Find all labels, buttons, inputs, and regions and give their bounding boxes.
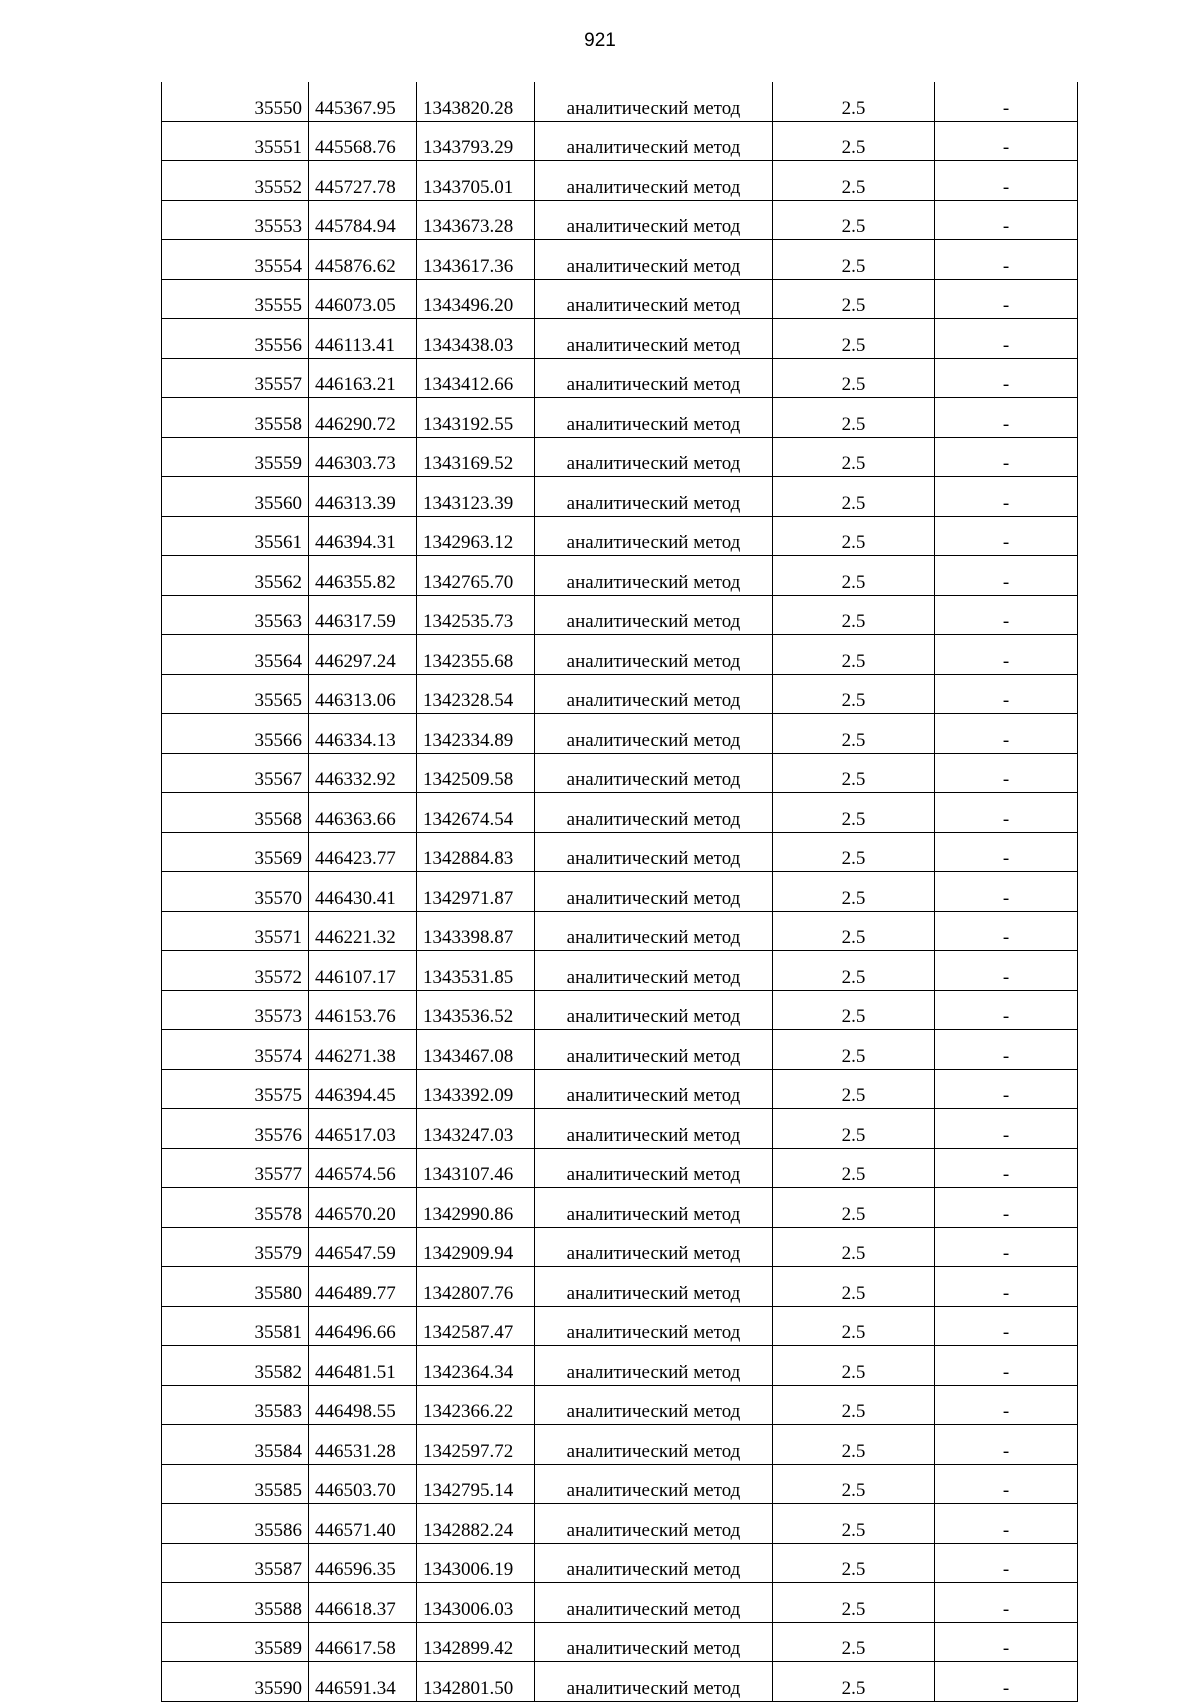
method-cell: аналитический метод — [535, 872, 773, 912]
y-coordinate-cell: 1343006.03 — [417, 1583, 535, 1623]
method-cell: аналитический метод — [535, 279, 773, 319]
table-row — [162, 1464, 1078, 1504]
point-number-cell: 35551 — [162, 121, 309, 161]
table-row — [162, 1306, 1078, 1346]
method-cell: аналитический метод — [535, 1227, 773, 1267]
method-cell: аналитический метод — [535, 714, 773, 754]
y-coordinate-cell: 1343705.01 — [417, 161, 535, 201]
point-number-cell: 35590 — [162, 1662, 309, 1702]
y-coordinate-cell: 1342765.70 — [417, 556, 535, 596]
x-coordinate-cell: 446332.92 — [309, 753, 417, 793]
method-cell: аналитический метод — [535, 635, 773, 675]
point-number-cell: 35589 — [162, 1622, 309, 1662]
y-coordinate-cell: 1342882.24 — [417, 1504, 535, 1544]
method-cell: аналитический метод — [535, 1504, 773, 1544]
note-cell: - — [935, 1069, 1078, 1109]
accuracy-cell: 2.5 — [773, 1425, 935, 1465]
point-number-cell: 35557 — [162, 358, 309, 398]
method-cell: аналитический метод — [535, 911, 773, 951]
y-coordinate-cell: 1343673.28 — [417, 200, 535, 240]
note-cell: - — [935, 200, 1078, 240]
y-coordinate-cell: 1342899.42 — [417, 1622, 535, 1662]
table-row — [162, 82, 1078, 121]
accuracy-cell: 2.5 — [773, 437, 935, 477]
accuracy-cell: 2.5 — [773, 1346, 935, 1386]
accuracy-cell: 2.5 — [773, 793, 935, 833]
accuracy-cell: 2.5 — [773, 319, 935, 359]
x-coordinate-cell: 446574.56 — [309, 1148, 417, 1188]
x-coordinate-cell: 445727.78 — [309, 161, 417, 201]
table-row — [162, 279, 1078, 319]
point-number-cell: 35567 — [162, 753, 309, 793]
table-row — [162, 1030, 1078, 1070]
note-cell: - — [935, 911, 1078, 951]
note-cell: - — [935, 516, 1078, 556]
point-number-cell: 35559 — [162, 437, 309, 477]
note-cell: - — [935, 674, 1078, 714]
point-number-cell: 35555 — [162, 279, 309, 319]
x-coordinate-cell: 446163.21 — [309, 358, 417, 398]
x-coordinate-cell: 446355.82 — [309, 556, 417, 596]
method-cell: аналитический метод — [535, 358, 773, 398]
x-coordinate-cell: 446571.40 — [309, 1504, 417, 1544]
method-cell: аналитический метод — [535, 1622, 773, 1662]
point-number-cell: 35586 — [162, 1504, 309, 1544]
point-number-cell: 35584 — [162, 1425, 309, 1465]
point-number-cell: 35550 — [162, 82, 309, 121]
note-cell: - — [935, 832, 1078, 872]
method-cell: аналитический метод — [535, 437, 773, 477]
table-row — [162, 1069, 1078, 1109]
x-coordinate-cell: 446547.59 — [309, 1227, 417, 1267]
x-coordinate-cell: 446617.58 — [309, 1622, 417, 1662]
x-coordinate-cell: 446591.34 — [309, 1662, 417, 1702]
x-coordinate-cell: 446531.28 — [309, 1425, 417, 1465]
y-coordinate-cell: 1343496.20 — [417, 279, 535, 319]
table-row — [162, 398, 1078, 438]
x-coordinate-cell: 446303.73 — [309, 437, 417, 477]
accuracy-cell: 2.5 — [773, 911, 935, 951]
accuracy-cell: 2.5 — [773, 477, 935, 517]
point-number-cell: 35568 — [162, 793, 309, 833]
point-number-cell: 35562 — [162, 556, 309, 596]
y-coordinate-cell: 1343006.19 — [417, 1543, 535, 1583]
x-coordinate-cell: 446498.55 — [309, 1385, 417, 1425]
method-cell: аналитический метод — [535, 516, 773, 556]
accuracy-cell: 2.5 — [773, 1030, 935, 1070]
table-row — [162, 437, 1078, 477]
point-number-cell: 35563 — [162, 595, 309, 635]
note-cell: - — [935, 635, 1078, 675]
method-cell: аналитический метод — [535, 674, 773, 714]
method-cell: аналитический метод — [535, 595, 773, 635]
point-number-cell: 35558 — [162, 398, 309, 438]
accuracy-cell: 2.5 — [773, 240, 935, 280]
accuracy-cell: 2.5 — [773, 990, 935, 1030]
y-coordinate-cell: 1343123.39 — [417, 477, 535, 517]
note-cell: - — [935, 595, 1078, 635]
method-cell: аналитический метод — [535, 398, 773, 438]
y-coordinate-cell: 1343107.46 — [417, 1148, 535, 1188]
method-cell: аналитический метод — [535, 1188, 773, 1228]
accuracy-cell: 2.5 — [773, 200, 935, 240]
point-number-cell: 35561 — [162, 516, 309, 556]
accuracy-cell: 2.5 — [773, 674, 935, 714]
point-number-cell: 35560 — [162, 477, 309, 517]
method-cell: аналитический метод — [535, 793, 773, 833]
method-cell: аналитический метод — [535, 1306, 773, 1346]
accuracy-cell: 2.5 — [773, 872, 935, 912]
x-coordinate-cell: 446290.72 — [309, 398, 417, 438]
point-number-cell: 35580 — [162, 1267, 309, 1307]
accuracy-cell: 2.5 — [773, 1543, 935, 1583]
method-cell: аналитический метод — [535, 1148, 773, 1188]
y-coordinate-cell: 1343247.03 — [417, 1109, 535, 1149]
method-cell: аналитический метод — [535, 1267, 773, 1307]
accuracy-cell: 2.5 — [773, 1188, 935, 1228]
x-coordinate-cell: 446394.45 — [309, 1069, 417, 1109]
x-coordinate-cell: 445784.94 — [309, 200, 417, 240]
x-coordinate-cell: 446107.17 — [309, 951, 417, 991]
note-cell: - — [935, 437, 1078, 477]
point-number-cell: 35573 — [162, 990, 309, 1030]
note-cell: - — [935, 1622, 1078, 1662]
note-cell: - — [935, 793, 1078, 833]
method-cell: аналитический метод — [535, 832, 773, 872]
point-number-cell: 35585 — [162, 1464, 309, 1504]
point-number-cell: 35587 — [162, 1543, 309, 1583]
table-row — [162, 200, 1078, 240]
point-number-cell: 35566 — [162, 714, 309, 754]
x-coordinate-cell: 446596.35 — [309, 1543, 417, 1583]
x-coordinate-cell: 446503.70 — [309, 1464, 417, 1504]
method-cell: аналитический метод — [535, 951, 773, 991]
y-coordinate-cell: 1342364.34 — [417, 1346, 535, 1386]
y-coordinate-cell: 1343392.09 — [417, 1069, 535, 1109]
note-cell: - — [935, 1267, 1078, 1307]
point-number-cell: 35554 — [162, 240, 309, 280]
note-cell: - — [935, 951, 1078, 991]
x-coordinate-cell: 446271.38 — [309, 1030, 417, 1070]
accuracy-cell: 2.5 — [773, 1227, 935, 1267]
method-cell: аналитический метод — [535, 1543, 773, 1583]
x-coordinate-cell: 446153.76 — [309, 990, 417, 1030]
method-cell: аналитический метод — [535, 1069, 773, 1109]
note-cell: - — [935, 121, 1078, 161]
x-coordinate-cell: 446334.13 — [309, 714, 417, 754]
accuracy-cell: 2.5 — [773, 1148, 935, 1188]
note-cell: - — [935, 1543, 1078, 1583]
note-cell: - — [935, 1583, 1078, 1623]
y-coordinate-cell: 1342509.58 — [417, 753, 535, 793]
y-coordinate-cell: 1343169.52 — [417, 437, 535, 477]
note-cell: - — [935, 753, 1078, 793]
y-coordinate-cell: 1343617.36 — [417, 240, 535, 280]
note-cell: - — [935, 1148, 1078, 1188]
table-row — [162, 1267, 1078, 1307]
accuracy-cell: 2.5 — [773, 279, 935, 319]
x-coordinate-cell: 446496.66 — [309, 1306, 417, 1346]
method-cell: аналитический метод — [535, 240, 773, 280]
accuracy-cell: 2.5 — [773, 635, 935, 675]
y-coordinate-cell: 1342355.68 — [417, 635, 535, 675]
x-coordinate-cell: 446113.41 — [309, 319, 417, 359]
x-coordinate-cell: 446481.51 — [309, 1346, 417, 1386]
coordinates-table-body — [162, 82, 1078, 1701]
accuracy-cell: 2.5 — [773, 556, 935, 596]
x-coordinate-cell: 446313.39 — [309, 477, 417, 517]
y-coordinate-cell: 1342334.89 — [417, 714, 535, 754]
point-number-cell: 35577 — [162, 1148, 309, 1188]
table-row — [162, 1622, 1078, 1662]
note-cell: - — [935, 714, 1078, 754]
note-cell: - — [935, 1188, 1078, 1228]
point-number-cell: 35574 — [162, 1030, 309, 1070]
x-coordinate-cell: 446489.77 — [309, 1267, 417, 1307]
table-row — [162, 1227, 1078, 1267]
table-row — [162, 161, 1078, 201]
point-number-cell: 35582 — [162, 1346, 309, 1386]
method-cell: аналитический метод — [535, 556, 773, 596]
y-coordinate-cell: 1342587.47 — [417, 1306, 535, 1346]
y-coordinate-cell: 1342990.86 — [417, 1188, 535, 1228]
table-row — [162, 1543, 1078, 1583]
y-coordinate-cell: 1343438.03 — [417, 319, 535, 359]
y-coordinate-cell: 1342366.22 — [417, 1385, 535, 1425]
method-cell: аналитический метод — [535, 1583, 773, 1623]
table-row — [162, 1425, 1078, 1465]
table-row — [162, 595, 1078, 635]
x-coordinate-cell: 445568.76 — [309, 121, 417, 161]
accuracy-cell: 2.5 — [773, 398, 935, 438]
note-cell: - — [935, 477, 1078, 517]
method-cell: аналитический метод — [535, 1662, 773, 1702]
note-cell: - — [935, 279, 1078, 319]
method-cell: аналитический метод — [535, 1425, 773, 1465]
x-coordinate-cell: 446517.03 — [309, 1109, 417, 1149]
point-number-cell: 35569 — [162, 832, 309, 872]
x-coordinate-cell: 446073.05 — [309, 279, 417, 319]
note-cell: - — [935, 1504, 1078, 1544]
table-row — [162, 635, 1078, 675]
y-coordinate-cell: 1343531.85 — [417, 951, 535, 991]
table-row — [162, 556, 1078, 596]
point-number-cell: 35576 — [162, 1109, 309, 1149]
point-number-cell: 35564 — [162, 635, 309, 675]
accuracy-cell: 2.5 — [773, 1504, 935, 1544]
point-number-cell: 35565 — [162, 674, 309, 714]
accuracy-cell: 2.5 — [773, 1267, 935, 1307]
accuracy-cell: 2.5 — [773, 358, 935, 398]
y-coordinate-cell: 1343467.08 — [417, 1030, 535, 1070]
table-row — [162, 1662, 1078, 1702]
table-row — [162, 1148, 1078, 1188]
accuracy-cell: 2.5 — [773, 161, 935, 201]
x-coordinate-cell: 446423.77 — [309, 832, 417, 872]
y-coordinate-cell: 1342674.54 — [417, 793, 535, 833]
accuracy-cell: 2.5 — [773, 951, 935, 991]
y-coordinate-cell: 1342963.12 — [417, 516, 535, 556]
x-coordinate-cell: 446221.32 — [309, 911, 417, 951]
method-cell: аналитический метод — [535, 121, 773, 161]
y-coordinate-cell: 1343192.55 — [417, 398, 535, 438]
note-cell: - — [935, 1306, 1078, 1346]
coordinates-table — [161, 82, 1078, 1702]
point-number-cell: 35581 — [162, 1306, 309, 1346]
table-row — [162, 990, 1078, 1030]
method-cell: аналитический метод — [535, 200, 773, 240]
y-coordinate-cell: 1342971.87 — [417, 872, 535, 912]
table-row — [162, 240, 1078, 280]
table-row — [162, 477, 1078, 517]
method-cell: аналитический метод — [535, 1346, 773, 1386]
table-row — [162, 951, 1078, 991]
table-row — [162, 911, 1078, 951]
y-coordinate-cell: 1342909.94 — [417, 1227, 535, 1267]
point-number-cell: 35579 — [162, 1227, 309, 1267]
point-number-cell: 35572 — [162, 951, 309, 991]
y-coordinate-cell: 1343536.52 — [417, 990, 535, 1030]
y-coordinate-cell: 1342795.14 — [417, 1464, 535, 1504]
table-row — [162, 1109, 1078, 1149]
y-coordinate-cell: 1342535.73 — [417, 595, 535, 635]
accuracy-cell: 2.5 — [773, 1583, 935, 1623]
page-number: 921 — [584, 30, 616, 51]
point-number-cell: 35552 — [162, 161, 309, 201]
method-cell: аналитический метод — [535, 753, 773, 793]
point-number-cell: 35571 — [162, 911, 309, 951]
point-number-cell: 35570 — [162, 872, 309, 912]
accuracy-cell: 2.5 — [773, 595, 935, 635]
y-coordinate-cell: 1343793.29 — [417, 121, 535, 161]
accuracy-cell: 2.5 — [773, 1306, 935, 1346]
x-coordinate-cell: 446317.59 — [309, 595, 417, 635]
note-cell: - — [935, 872, 1078, 912]
note-cell: - — [935, 161, 1078, 201]
y-coordinate-cell: 1343412.66 — [417, 358, 535, 398]
point-number-cell: 35578 — [162, 1188, 309, 1228]
method-cell: аналитический метод — [535, 1385, 773, 1425]
point-number-cell: 35588 — [162, 1583, 309, 1623]
accuracy-cell: 2.5 — [773, 753, 935, 793]
table-row — [162, 319, 1078, 359]
table-row — [162, 358, 1078, 398]
table-row — [162, 1583, 1078, 1623]
note-cell: - — [935, 358, 1078, 398]
accuracy-cell: 2.5 — [773, 1109, 935, 1149]
note-cell: - — [935, 990, 1078, 1030]
method-cell: аналитический метод — [535, 477, 773, 517]
method-cell: аналитический метод — [535, 1464, 773, 1504]
note-cell: - — [935, 1385, 1078, 1425]
x-coordinate-cell: 446618.37 — [309, 1583, 417, 1623]
y-coordinate-cell: 1342597.72 — [417, 1425, 535, 1465]
point-number-cell: 35575 — [162, 1069, 309, 1109]
accuracy-cell: 2.5 — [773, 82, 935, 121]
table-row — [162, 1188, 1078, 1228]
x-coordinate-cell: 446313.06 — [309, 674, 417, 714]
x-coordinate-cell: 446430.41 — [309, 872, 417, 912]
table-row — [162, 1346, 1078, 1386]
y-coordinate-cell: 1342328.54 — [417, 674, 535, 714]
table-row — [162, 121, 1078, 161]
x-coordinate-cell: 445876.62 — [309, 240, 417, 280]
note-cell: - — [935, 1227, 1078, 1267]
method-cell: аналитический метод — [535, 82, 773, 121]
y-coordinate-cell: 1343820.28 — [417, 82, 535, 121]
point-number-cell: 35553 — [162, 200, 309, 240]
accuracy-cell: 2.5 — [773, 1622, 935, 1662]
accuracy-cell: 2.5 — [773, 1385, 935, 1425]
table-row — [162, 516, 1078, 556]
note-cell: - — [935, 1662, 1078, 1702]
note-cell: - — [935, 1464, 1078, 1504]
note-cell: - — [935, 1346, 1078, 1386]
x-coordinate-cell: 446570.20 — [309, 1188, 417, 1228]
point-number-cell: 35556 — [162, 319, 309, 359]
y-coordinate-cell: 1342807.76 — [417, 1267, 535, 1307]
table-row — [162, 793, 1078, 833]
x-coordinate-cell: 446297.24 — [309, 635, 417, 675]
table-row — [162, 1504, 1078, 1544]
method-cell: аналитический метод — [535, 1030, 773, 1070]
note-cell: - — [935, 82, 1078, 121]
note-cell: - — [935, 319, 1078, 359]
y-coordinate-cell: 1342884.83 — [417, 832, 535, 872]
table-row — [162, 832, 1078, 872]
accuracy-cell: 2.5 — [773, 1662, 935, 1702]
note-cell: - — [935, 1030, 1078, 1070]
accuracy-cell: 2.5 — [773, 1464, 935, 1504]
method-cell: аналитический метод — [535, 990, 773, 1030]
note-cell: - — [935, 1425, 1078, 1465]
accuracy-cell: 2.5 — [773, 516, 935, 556]
accuracy-cell: 2.5 — [773, 121, 935, 161]
table-row — [162, 753, 1078, 793]
accuracy-cell: 2.5 — [773, 714, 935, 754]
x-coordinate-cell: 446394.31 — [309, 516, 417, 556]
method-cell: аналитический метод — [535, 1109, 773, 1149]
accuracy-cell: 2.5 — [773, 1069, 935, 1109]
note-cell: - — [935, 240, 1078, 280]
x-coordinate-cell: 445367.95 — [309, 82, 417, 121]
method-cell: аналитический метод — [535, 319, 773, 359]
x-coordinate-cell: 446363.66 — [309, 793, 417, 833]
table-row — [162, 674, 1078, 714]
accuracy-cell: 2.5 — [773, 832, 935, 872]
y-coordinate-cell: 1342801.50 — [417, 1662, 535, 1702]
note-cell: - — [935, 1109, 1078, 1149]
table-row — [162, 1385, 1078, 1425]
method-cell: аналитический метод — [535, 161, 773, 201]
y-coordinate-cell: 1343398.87 — [417, 911, 535, 951]
note-cell: - — [935, 556, 1078, 596]
table-row — [162, 714, 1078, 754]
point-number-cell: 35583 — [162, 1385, 309, 1425]
table-row — [162, 872, 1078, 912]
note-cell: - — [935, 398, 1078, 438]
